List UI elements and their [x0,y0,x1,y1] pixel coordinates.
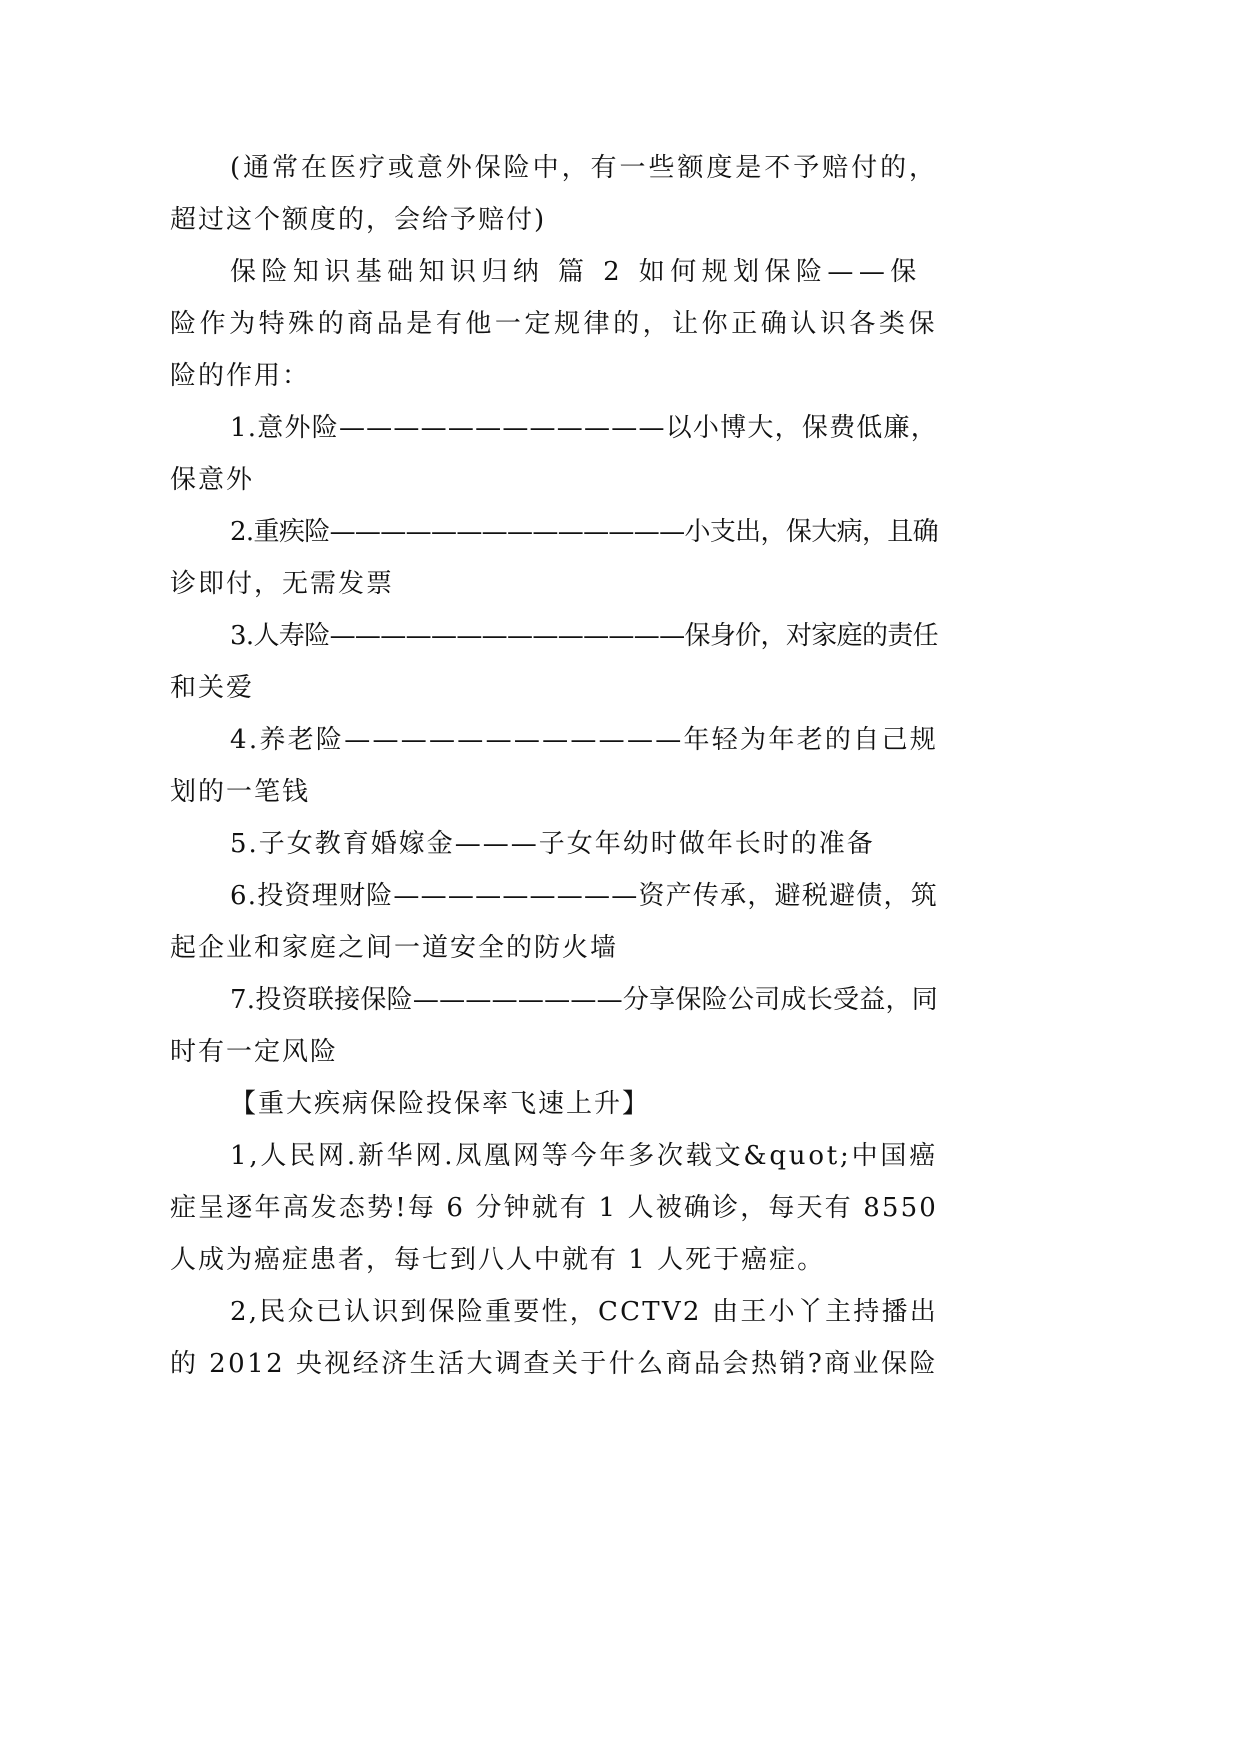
text-line [170,1026,940,1078]
text-line [170,766,940,818]
text-line-content: 险作为特殊的商品是有他一定规律的，让你正确认识各类保 [170,309,938,339]
text-line-content: 人成为癌症患者，每七到八人中就有 1 人死于癌症。 [170,1245,826,1275]
text-line [170,1130,940,1182]
text-line-content: 2,民众已认识到保险重要性，CCTV2 由王小丫主持播出 [230,1297,938,1327]
text-line [170,246,940,298]
text-line-content: 划的一笔钱 [170,777,311,807]
text-line-content: 2.重疾险——————————————小支出，保大病，且确 [230,517,938,547]
text-line [170,922,940,974]
text-line [170,142,940,194]
text-line [170,1286,940,1338]
text-line [170,1234,940,1286]
text-line [170,454,940,506]
text-line-content: 的 2012 央视经济生活大调查关于什么商品会热销?商业保险 [170,1349,938,1379]
text-line-content: 和关爱 [170,673,255,703]
text-line-content: 起企业和家庭之间一道安全的防火墙 [170,933,619,963]
text-line-content: 保险知识基础知识归纳 篇 2 如何规划保险——保 [230,257,922,287]
document-body [170,142,940,1390]
text-line-content: 5.子女教育婚嫁金———子女年幼时做年长时的准备 [230,829,875,859]
text-line-content: 保意外 [170,465,255,495]
text-line-content: 诊即付，无需发票 [170,569,395,599]
text-line-content: 4.养老险————————————年轻为年老的自己规 [230,725,938,755]
text-line [170,298,940,350]
text-line [170,662,940,714]
text-line [170,974,940,1026]
text-line [170,1338,940,1390]
text-line [170,714,940,766]
text-line-content: 1,人民网.新华网.凤凰网等今年多次载文&quot;中国癌 [230,1141,938,1171]
text-line-content: (通常在医疗或意外保险中，有一些额度是不予赔付的， [230,153,938,183]
text-line-content: 6.投资理财险—————————资产传承，避税避债，筑 [230,881,938,911]
text-line [170,1182,940,1234]
text-line [170,402,940,454]
text-line-content: 时有一定风险 [170,1037,339,1067]
text-line [170,870,940,922]
text-line-content: 险的作用： [170,361,311,391]
text-line-content: 超过这个额度的，会给予赔付) [170,205,547,235]
text-line-content: 7.投资联接保险————————分享保险公司成长受益，同 [230,985,938,1015]
text-line-content: 1.意外险————————————以小博大，保费低廉， [230,413,938,443]
text-line [170,558,940,610]
text-line-content: 3.人寿险——————————————保身价，对家庭的责任 [230,621,938,651]
text-line-content: 症呈逐年高发态势!每 6 分钟就有 1 人被确诊，每天有 8550 [170,1193,938,1223]
text-line [170,194,940,246]
text-line [170,506,940,558]
text-line [170,350,940,402]
text-line [170,610,940,662]
text-line [170,1078,940,1130]
text-line-content: 【重大疾病保险投保率飞速上升】 [230,1089,651,1119]
text-line [170,818,940,870]
